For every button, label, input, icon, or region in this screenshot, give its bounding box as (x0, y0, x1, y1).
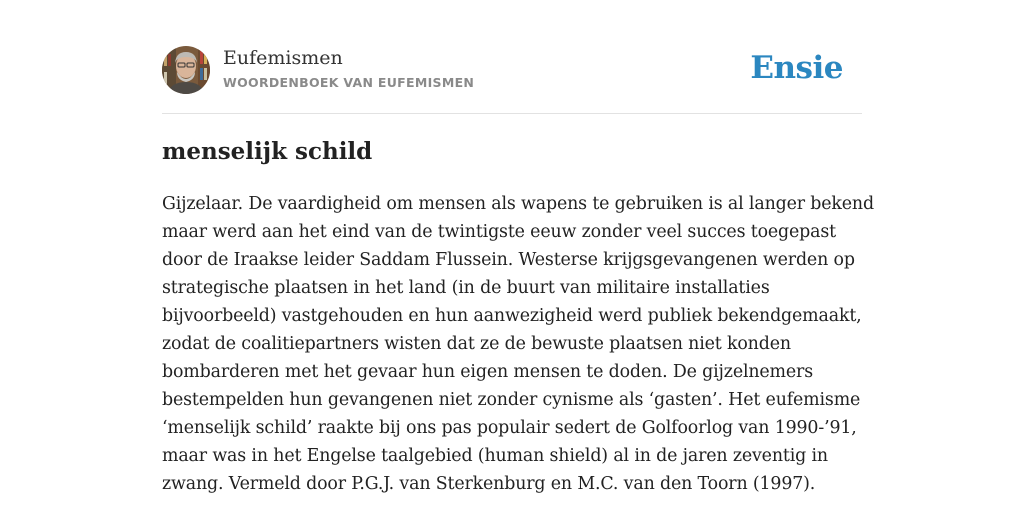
definition-line: maar werd aan het eind van de twintigste eeuw zonder veel succes toegepast (162, 222, 836, 242)
avatar[interactable] (162, 46, 210, 94)
definition-line: zwang. Vermeld door P.G.J. van Sterkenburg en M.C. van den Toorn (1997). (162, 474, 816, 494)
definition-line: zodat de coalitiepartners wisten dat ze de bewuste plaatsen niet konden (162, 334, 791, 354)
definition-line: bijvoorbeeld) vastgehouden en hun aanwezigheid werd publiek bekendgemaakt, (162, 306, 862, 326)
header-divider (162, 113, 862, 114)
definition-line: maar was in het Engelse taalgebied (human shield) al in de jaren zeventig in (162, 446, 828, 466)
definition-line: door de Iraakse leider Saddam Flussein. Westerse krijgsgevangenen werden op (162, 250, 855, 270)
definition-line: bestempelden hun gevangenen niet zonder cynisme als ‘gasten’. Het eufemisme (162, 390, 861, 410)
author-subtitle[interactable]: WOORDENBOEK VAN EUFEMISMEN (223, 75, 475, 90)
entry-term: menselijk schild (162, 138, 373, 165)
definition-line: ‘menselijk schild’ raakte bij ons pas populair sedert de Golfoorlog van 1990-’91, (162, 418, 857, 438)
definition-line: Gijzelaar. De vaardigheid om mensen als wapens te gebruiken is al langer bekend (162, 194, 874, 214)
definition-line: bombarderen met het gevaar hun eigen mensen te doden. De gijzelnemers (162, 362, 813, 382)
author-portrait-icon (162, 46, 210, 94)
author-name[interactable]: Eufemismen (223, 47, 343, 69)
entry-definition (162, 190, 874, 498)
definition-line: strategische plaatsen in het land (in de buurt van militaire installaties (162, 278, 770, 298)
header (162, 46, 862, 96)
ensie-logo[interactable]: Ensie (750, 50, 843, 86)
